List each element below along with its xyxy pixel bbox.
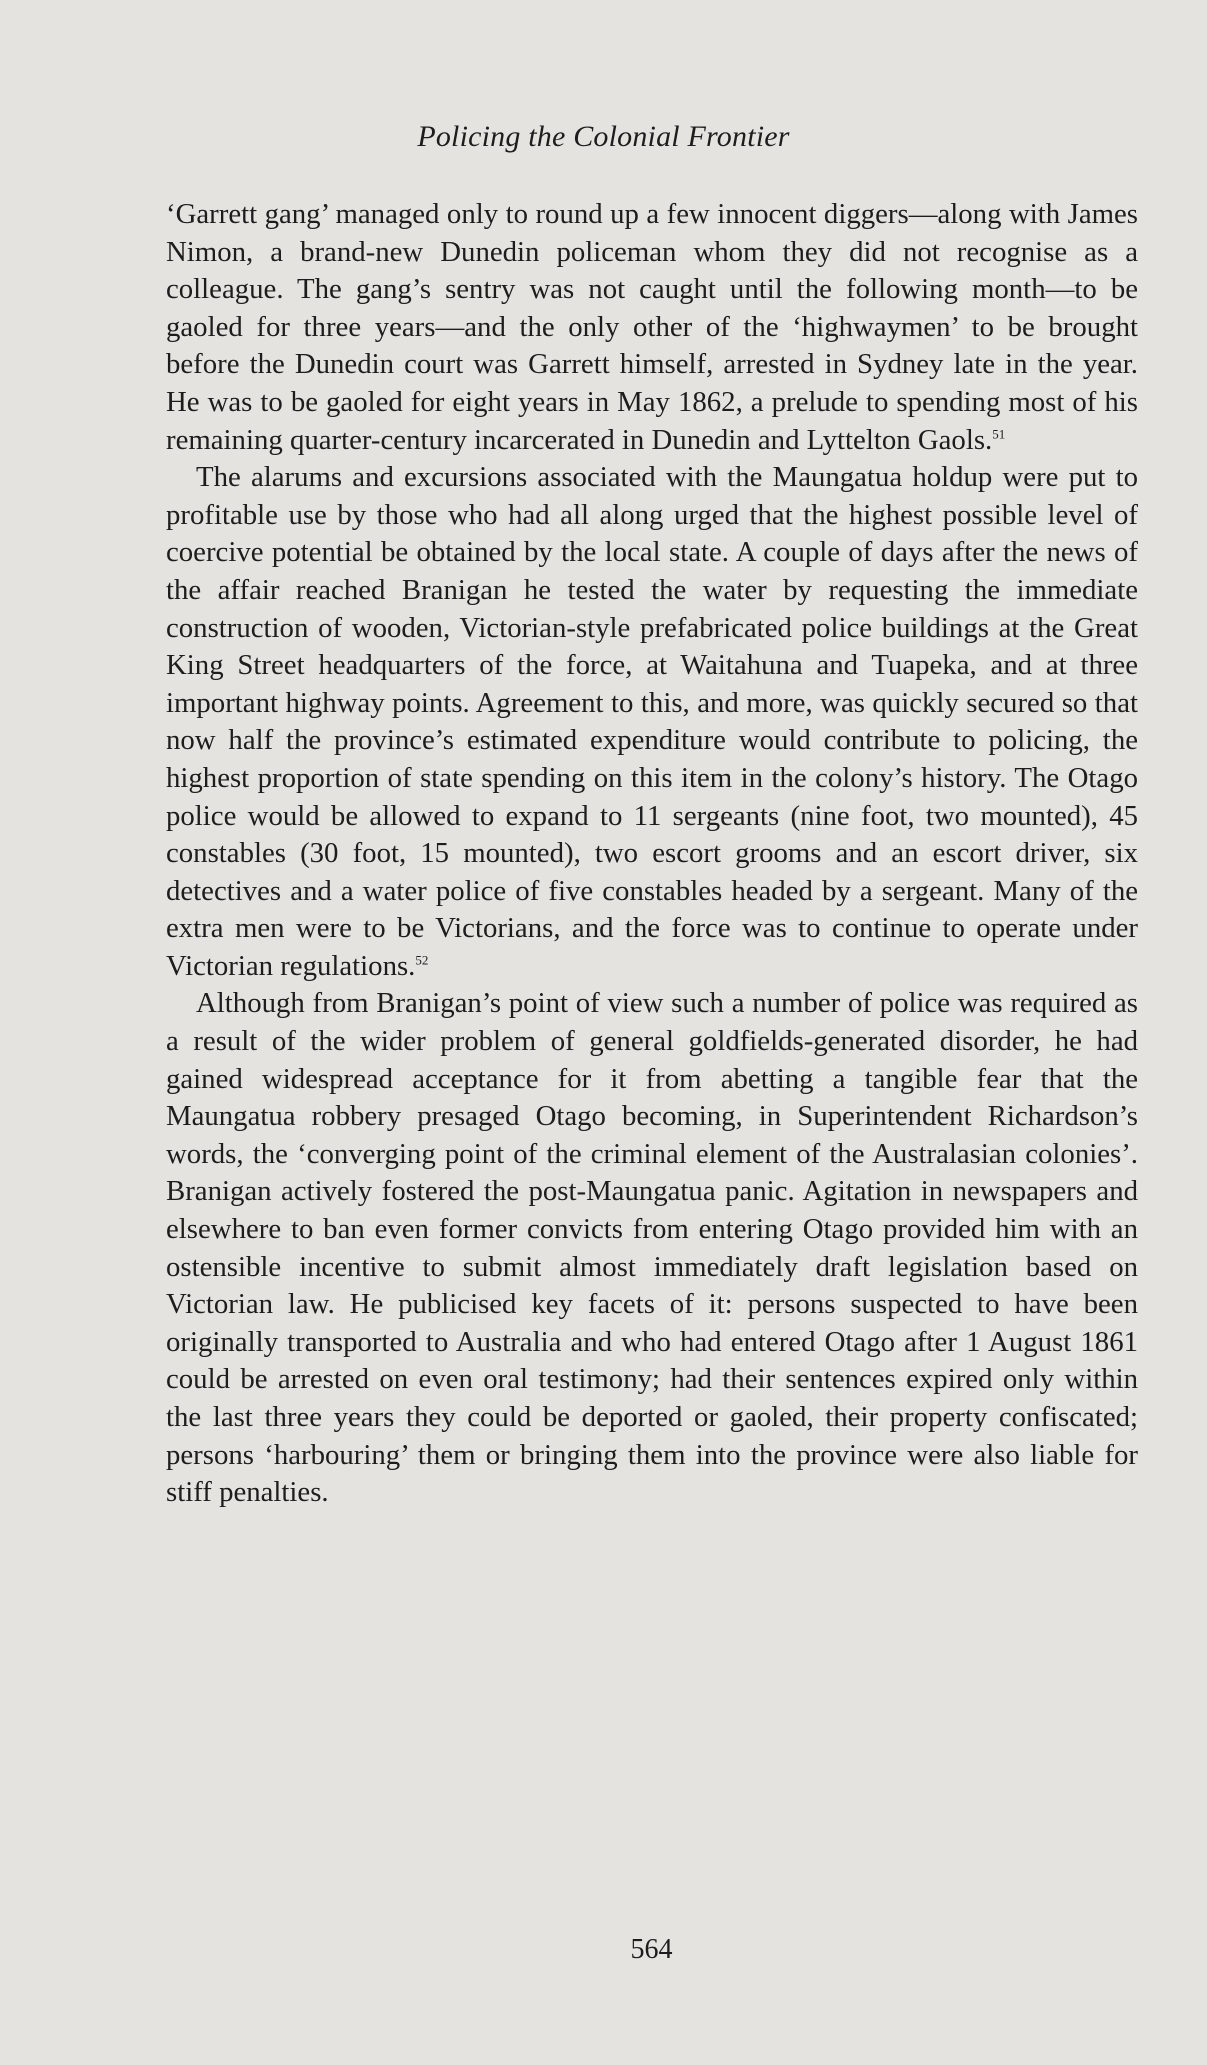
- paragraph-3: [166, 985, 1138, 1511]
- footnote-ref-52: 52: [415, 952, 429, 968]
- paragraph-3-text: Although from Branigan’s point of view such a number of police was required as a result of the wider problem of general goldfields-generated disorder, he had gained widespread acceptance for it from abetting a tangible fear that the Maungatua robbery presaged Otago becoming, in Superintendent Richardson’s words, the ‘converging point of the criminal element of the Australasian colonies’. Branigan actively fostered the post-Maungatua panic. Agitation in newspapers and elsewhere to ban even former convicts from entering Otago provided him with an ostensible incentive to submit almost immediately draft legislation based on Victorian law. He publicised key facets of it: persons suspected to have been originally transported to Australia and who had entered Otago after 1 August 1861 could be arrested on even oral testimony; had their sentences expired only within the last three years they could be deported or gaoled, their property confiscated; persons ‘harbouring’ them or bringing them into the province were also liable for stiff penalties.: [166, 987, 1138, 1509]
- paragraph-1-text: ‘Garrett gang’ managed only to round up a few innocent diggers—along with James Nimon, a brand-new Dunedin policeman whom they did not recognise as a colleague. The gang’s sentry was not caught until the following month—to be gaoled for three years—and the only other of the ‘highwaymen’ to be brought before the Dunedin court was Garrett himself, arrested in Sydney late in the year. He was to be gaoled for eight years in May 1862, a prelude to spending most of his remaining quarter-century incarcerated in Dunedin and Lyttelton Gaols.: [166, 198, 1138, 456]
- paragraph-2: [166, 459, 1138, 985]
- page-number: 564: [630, 1934, 673, 1965]
- paragraph-2-text: The alarums and excursions associated with the Maungatua holdup were put to profitable use by those who had all along urged that the highest possible level of coercive potential be obtained by the local state. A couple of days after the news of the affair reached Branigan he tested the water by requesting the immediate construction of wooden, Victorian-style prefabricated police buildings at the Great King Street headquarters of the force, at Waitahuna and Tuapeka, and at three important highway points. Agreement to this, and more, was quickly secured so that now half the province’s estimated expenditure would contribute to policing, the highest proportion of state spending on this item in the colony’s history. The Otago police would be allowed to expand to 11 sergeants (nine foot, two mounted), 45 constables (30 foot, 15 mounted), two escort grooms and an escort driver, six detectives and a water police of five constables headed by a sergeant. Many of the extra men were to be Victorians, and the force was to continue to operate under Victorian regulations.: [166, 461, 1138, 982]
- paragraph-1: [166, 196, 1138, 459]
- footnote-ref-51: 51: [992, 425, 1006, 441]
- body-text: [166, 196, 1138, 1512]
- running-head: Policing the Colonial Frontier: [417, 120, 790, 153]
